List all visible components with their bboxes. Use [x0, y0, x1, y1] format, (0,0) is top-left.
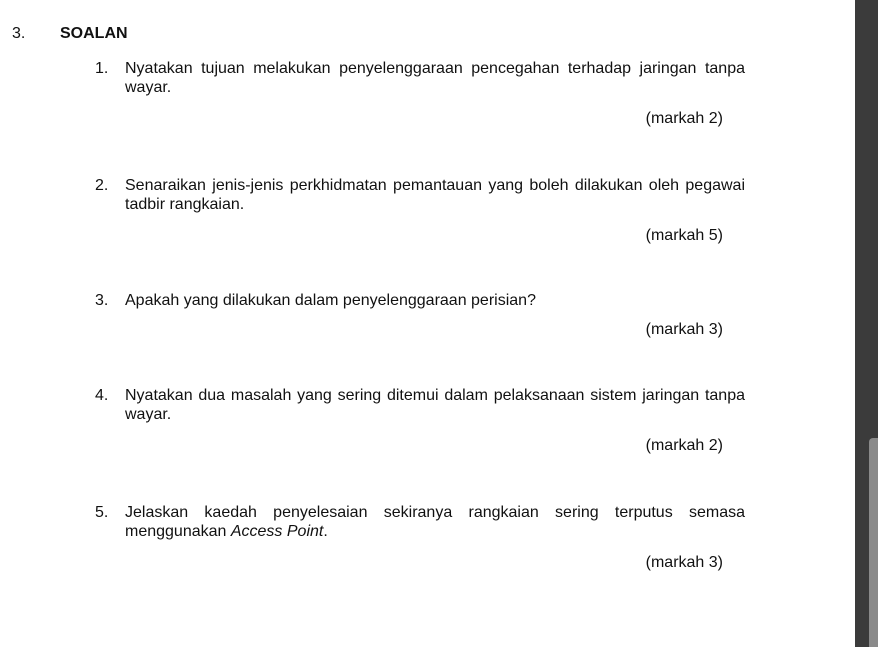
- section-number: 3.: [12, 25, 26, 42]
- question-2: [95, 176, 745, 214]
- scrollbar-thumb[interactable]: [869, 438, 878, 647]
- question-2-number: 2.: [95, 177, 109, 194]
- question-4: [95, 386, 745, 424]
- question-5-number: 5.: [95, 504, 109, 521]
- question-4-text: Nyatakan dua masalah yang sering ditemui dalam pelaksanaan sistem jaringan tanpa wayar.: [125, 387, 745, 423]
- question-5-text-italic: Access Point: [230, 523, 324, 540]
- question-4-number: 4.: [95, 387, 109, 404]
- question-5-text: [125, 503, 745, 541]
- question-1-number: 1.: [95, 60, 109, 77]
- question-3-number: 3.: [95, 292, 109, 309]
- question-1-text: Nyatakan tujuan melakukan penyelenggaraan pencegahan terhadap jaringan tanpa wayar.: [125, 60, 745, 96]
- section-title: SOALAN: [60, 25, 128, 42]
- question-5-marks: (markah 3): [645, 554, 723, 571]
- question-3-marks: (markah 3): [645, 321, 723, 338]
- question-3-text: Apakah yang dilakukan dalam penyelenggaraan perisian?: [125, 292, 536, 309]
- question-2-marks: (markah 5): [645, 227, 723, 244]
- question-5-text-after: .: [323, 523, 328, 540]
- question-3: [95, 291, 745, 310]
- question-4-marks: (markah 2): [645, 437, 723, 454]
- question-5: [95, 503, 745, 541]
- question-5-text-before: Jelaskan kaedah penyelesaian sekiranya rangkaian sering terputus semasa menggunakan: [125, 504, 745, 540]
- question-2-text: Senaraikan jenis-jenis perkhidmatan pemantauan yang boleh dilakukan oleh pegawai tadbir rangkaian.: [125, 177, 745, 213]
- question-1-marks: (markah 2): [645, 110, 723, 127]
- question-1: [95, 59, 745, 97]
